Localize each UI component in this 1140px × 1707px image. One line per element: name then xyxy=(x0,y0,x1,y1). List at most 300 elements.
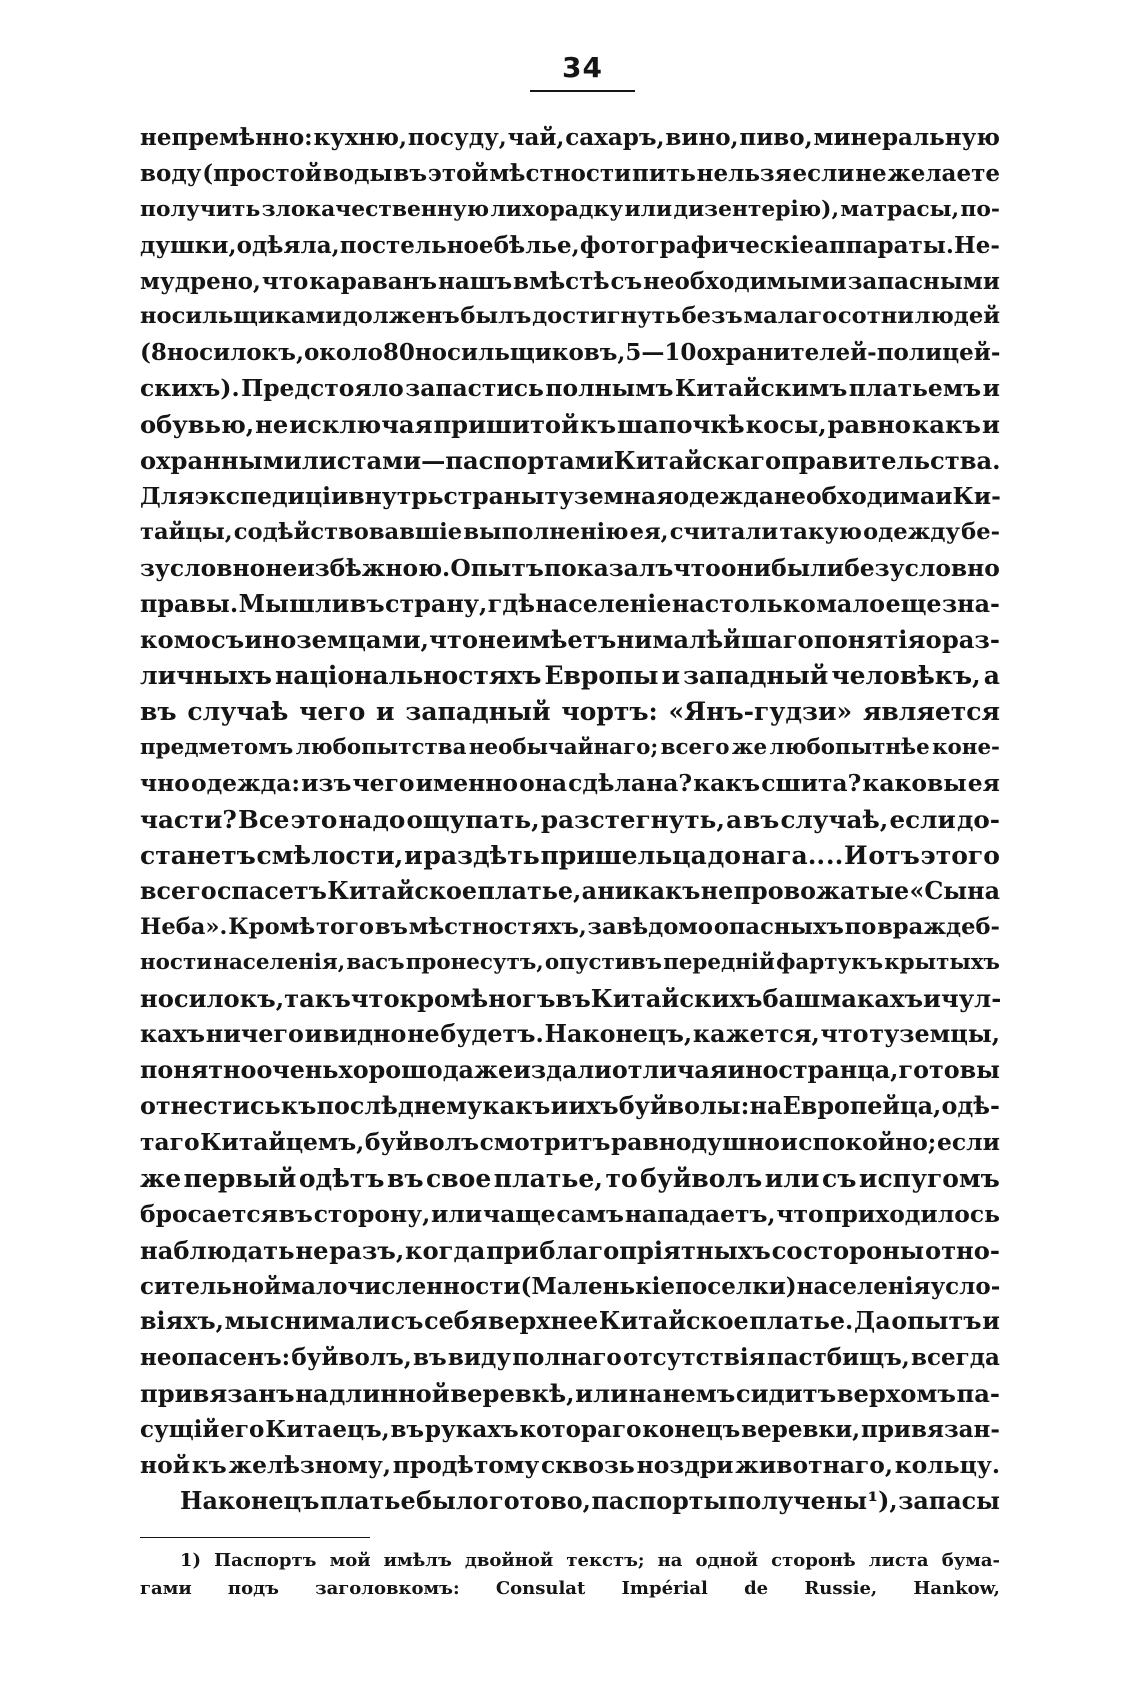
text-line xyxy=(140,910,1000,946)
word: такую xyxy=(779,518,862,545)
word: не xyxy=(478,625,512,655)
word: себя xyxy=(424,1307,488,1336)
word: ея xyxy=(967,769,1000,798)
word: предметомъ xyxy=(140,735,294,761)
word: готовы xyxy=(898,1056,1000,1085)
word: (8 xyxy=(140,339,167,367)
word: .. xyxy=(825,840,844,870)
word: Китайцемъ, xyxy=(200,1127,365,1156)
word: не xyxy=(255,410,289,440)
text-line xyxy=(140,156,1000,192)
word: нельзя xyxy=(696,159,792,187)
word: настолько xyxy=(671,589,816,618)
word: Китайское xyxy=(598,1307,749,1336)
word: съ xyxy=(390,1307,424,1336)
word: тайцы, xyxy=(140,518,233,545)
word: чортъ: xyxy=(561,697,658,727)
word: въ xyxy=(386,1163,424,1193)
text-line xyxy=(140,120,1000,156)
word: въ xyxy=(412,1344,447,1372)
word: не xyxy=(295,1235,329,1265)
word: западный xyxy=(683,661,829,691)
text-line xyxy=(140,1340,1000,1376)
word: станетъ xyxy=(140,840,256,870)
word: внутрь xyxy=(348,481,444,510)
word: И xyxy=(844,840,868,870)
word: въ xyxy=(140,697,177,727)
text-line xyxy=(140,228,1000,264)
word: раз- xyxy=(941,625,1000,655)
word: малочисленности xyxy=(281,1272,521,1300)
word: всего xyxy=(140,876,217,905)
word: отъ xyxy=(868,840,920,870)
word: изъ xyxy=(301,769,352,798)
word: Китайскаго xyxy=(613,446,782,476)
word: это xyxy=(290,804,338,834)
word: получены xyxy=(727,1486,868,1515)
word: первый xyxy=(183,1163,297,1193)
word: къ xyxy=(191,1450,227,1479)
word: неопасенъ: xyxy=(140,1344,291,1372)
word: враждеб- xyxy=(877,913,1000,940)
word: или xyxy=(431,1199,483,1228)
word: самъ xyxy=(556,1199,624,1228)
word: въ xyxy=(390,1416,425,1444)
word: и xyxy=(304,1020,323,1049)
word: веревкѣ, xyxy=(450,1379,575,1409)
word: злокачественную xyxy=(261,196,490,222)
word: необходима xyxy=(773,481,936,510)
word: она xyxy=(519,769,568,798)
word: паспорты xyxy=(591,1486,728,1515)
word: мудрено, xyxy=(140,267,261,295)
text-line xyxy=(140,1053,1000,1089)
word: караванъ xyxy=(309,267,438,295)
word: экспедиціи xyxy=(194,481,349,510)
word: Китайскимъ xyxy=(674,374,848,403)
word: смѣлости, xyxy=(256,840,404,870)
word: носильщиковъ, xyxy=(414,339,626,367)
word: Russie, xyxy=(804,1578,878,1599)
text-line xyxy=(140,1304,1000,1340)
word: буйволъ, xyxy=(291,1344,412,1372)
word: всегда xyxy=(911,1344,1000,1372)
word: національностяхъ xyxy=(274,661,542,691)
word: еще xyxy=(885,589,942,618)
text-line xyxy=(140,299,1000,335)
word: желѣзному, xyxy=(228,1450,391,1479)
word: получить xyxy=(140,196,261,222)
word: ногъ xyxy=(488,984,556,1014)
text-line xyxy=(140,1017,1000,1053)
word: сдѣлана? xyxy=(568,769,693,798)
word: буйволъ xyxy=(364,1127,480,1156)
word: коне- xyxy=(932,735,1000,761)
word: свое xyxy=(426,1163,492,1193)
word: платье xyxy=(319,1486,416,1515)
word: о xyxy=(925,625,942,655)
word: кахъ xyxy=(140,1020,206,1049)
text-line xyxy=(140,874,1000,910)
word: мало xyxy=(816,589,886,618)
word: 1) xyxy=(180,1550,202,1571)
word: de xyxy=(744,1578,769,1599)
word: населенія xyxy=(796,1272,931,1300)
word: наблюдать xyxy=(140,1235,295,1265)
word: съ xyxy=(610,267,643,295)
word: полнаго xyxy=(512,1344,622,1372)
word: никакъ xyxy=(597,876,701,905)
word: нападаетъ, xyxy=(624,1199,776,1228)
word: съ xyxy=(821,1163,857,1193)
word: листа xyxy=(868,1550,929,1571)
word: очень xyxy=(256,1056,339,1085)
word: смотритъ xyxy=(479,1127,611,1156)
word: личныхъ xyxy=(140,661,272,691)
word: что xyxy=(820,1020,869,1049)
word: при xyxy=(486,1235,539,1265)
word: кромѣ xyxy=(399,984,489,1014)
word: верхомъ xyxy=(836,1379,956,1409)
word: «Сына xyxy=(909,876,1000,905)
word: случаѣ xyxy=(187,697,289,727)
word: имѣлъ xyxy=(383,1550,452,1571)
word: Hankow, xyxy=(913,1578,1000,1599)
word: снимали xyxy=(269,1307,390,1336)
word: башмакахъ xyxy=(762,984,924,1014)
word: Мы xyxy=(238,589,289,618)
word: исключая xyxy=(289,410,433,440)
word: желаете xyxy=(887,159,1000,187)
word: или xyxy=(764,1163,820,1193)
word: одежда: xyxy=(190,769,301,798)
word: содѣйствовавшіе xyxy=(233,518,463,545)
word: было xyxy=(416,1486,489,1515)
word: заголовкомъ: xyxy=(315,1578,460,1599)
word: послѣднему xyxy=(316,1092,483,1121)
word: поселки) xyxy=(675,1272,797,1300)
word: кухню, xyxy=(313,124,407,151)
word: если xyxy=(936,1127,1000,1156)
word: веревки, xyxy=(741,1416,861,1444)
word: сидитъ xyxy=(735,1379,837,1409)
word: Ки- xyxy=(952,481,1001,510)
text-line xyxy=(140,515,1000,551)
word: сахаръ, xyxy=(565,124,665,151)
word: платьемъ xyxy=(848,374,982,403)
word: западный xyxy=(405,697,551,727)
word: сквозь xyxy=(541,1450,635,1479)
text-line xyxy=(140,838,1000,874)
word: на xyxy=(295,1379,329,1409)
word: мѣстностяхъ, xyxy=(408,913,587,940)
word: малѣйшаго xyxy=(652,625,814,655)
word: Все xyxy=(238,804,290,834)
word: если xyxy=(792,159,855,187)
word: раздѣть xyxy=(423,840,540,870)
text-line xyxy=(140,335,1000,371)
word: 5—10 xyxy=(625,339,697,367)
word: если xyxy=(889,804,956,834)
word: имѣетъ xyxy=(511,625,617,655)
word: же xyxy=(140,1163,182,1193)
word: отно- xyxy=(924,1235,1000,1265)
word: минеральную xyxy=(813,124,1000,151)
word: ни xyxy=(616,625,653,655)
word: выполненію xyxy=(463,518,629,545)
word: двойной xyxy=(464,1550,554,1571)
word: именно xyxy=(415,769,518,798)
word: чай, xyxy=(507,124,565,151)
word: правительства. xyxy=(781,446,1001,476)
word: что xyxy=(261,267,309,295)
word: васъ xyxy=(346,950,405,976)
word: иноземцами, xyxy=(244,625,429,655)
word: запастись xyxy=(405,374,544,403)
word: этого xyxy=(920,840,1000,870)
word: они xyxy=(720,553,771,582)
word: нага.. xyxy=(741,840,826,870)
word: шапочкѣ xyxy=(616,410,745,440)
word: рукахъ xyxy=(424,1416,519,1444)
text-line xyxy=(140,1484,1000,1520)
word: Предстояло xyxy=(241,374,404,403)
word: понятія xyxy=(813,625,926,655)
word: ности xyxy=(140,950,213,976)
word: Кромѣ xyxy=(228,913,316,940)
word: благопріятныхъ xyxy=(539,1235,771,1265)
word: и xyxy=(935,481,953,510)
word: страны xyxy=(443,481,545,510)
word: до- xyxy=(956,804,1000,834)
word: вино, xyxy=(665,124,739,151)
word: сторону, xyxy=(313,1199,431,1228)
word: со xyxy=(771,1235,803,1265)
word: буйволы: xyxy=(618,1092,750,1121)
word: 80 xyxy=(382,339,415,367)
word: животнаго, xyxy=(735,1450,893,1479)
word: разстегнуть, xyxy=(540,804,725,834)
footnotes xyxy=(140,1547,1000,1603)
word: случаѣ, xyxy=(780,804,889,834)
word: привязанъ xyxy=(140,1379,295,1409)
word: и xyxy=(550,1092,569,1121)
word: безъ xyxy=(681,303,743,330)
word: и xyxy=(404,840,423,870)
word: привязан- xyxy=(861,1416,1000,1444)
word: сотни xyxy=(837,303,914,330)
text-line xyxy=(140,622,1000,658)
word: Не- xyxy=(954,231,1000,259)
word: ихъ xyxy=(568,1092,619,1121)
word: Impérial xyxy=(621,1578,708,1599)
word: носилокъ, xyxy=(140,984,285,1014)
word: показалъ xyxy=(543,553,674,582)
word: сущій xyxy=(140,1416,220,1444)
word: необычайнаго; xyxy=(468,735,659,761)
word: «Янъ-гудзи» xyxy=(668,697,853,727)
word: въ xyxy=(555,984,591,1014)
text-line xyxy=(140,802,1000,838)
word: текстъ; xyxy=(566,1550,645,1571)
word: на xyxy=(749,1092,783,1121)
word: дизентерію), xyxy=(673,196,840,222)
word: или xyxy=(575,1379,629,1409)
word: надо xyxy=(338,804,406,834)
word: (Маленькіе xyxy=(520,1272,676,1300)
word: нашъ xyxy=(438,267,513,295)
word: длинной xyxy=(329,1379,450,1409)
word: пить xyxy=(632,159,696,187)
text-line xyxy=(140,587,1000,623)
word: одной xyxy=(695,1550,759,1571)
word: на xyxy=(657,1550,683,1571)
body-text xyxy=(140,120,1000,1520)
word: пришитой xyxy=(433,410,580,440)
word: ея, xyxy=(629,518,669,545)
word: является xyxy=(862,697,1000,727)
word: Наконецъ xyxy=(180,1486,320,1515)
word: былъ xyxy=(460,303,532,330)
text-line xyxy=(140,264,1000,300)
word: постельное xyxy=(339,231,494,259)
word: кольцу. xyxy=(894,1450,1000,1479)
word: по- xyxy=(960,196,1000,222)
word: же xyxy=(731,735,768,761)
word: провожатые xyxy=(733,876,910,905)
word: спасетъ xyxy=(216,876,327,905)
word: одѣяла, xyxy=(236,231,340,259)
word: одежда xyxy=(673,481,774,510)
word: разъ, xyxy=(329,1235,405,1265)
word: платье, xyxy=(477,876,582,905)
word: Китаецъ, xyxy=(265,1416,390,1444)
word: віяхъ, xyxy=(140,1307,224,1336)
word: не xyxy=(855,159,887,187)
word: опасныхъ xyxy=(713,913,844,940)
word: долженъ xyxy=(342,303,460,330)
footnote-line xyxy=(140,1575,1000,1603)
word: какъ xyxy=(482,1092,551,1121)
word: бросается xyxy=(140,1199,278,1228)
word: будетъ. xyxy=(440,1020,544,1049)
word: видно xyxy=(323,1020,407,1049)
word: бѣлье, xyxy=(493,231,580,259)
word: чно xyxy=(140,769,190,798)
word: ощупать, xyxy=(406,804,540,834)
page-number: 34 xyxy=(562,51,603,84)
word: воды xyxy=(322,159,393,187)
word: всего xyxy=(660,735,730,761)
word: ¹), xyxy=(867,1486,898,1515)
word: виду xyxy=(447,1344,511,1372)
word: Наконецъ, xyxy=(544,1020,693,1049)
word: къ xyxy=(280,1092,317,1121)
word: шли xyxy=(289,589,350,618)
text-line xyxy=(140,479,1000,515)
word: а xyxy=(581,876,598,905)
word: необходимыми xyxy=(643,267,847,295)
word: какъ xyxy=(911,410,981,440)
word: таго xyxy=(140,1127,200,1156)
word: Consulat xyxy=(495,1578,586,1599)
word: продѣтому xyxy=(392,1450,540,1479)
word: Китайское xyxy=(327,876,478,905)
word: опытъ xyxy=(891,1307,982,1336)
word: его xyxy=(220,1416,265,1444)
word: сшита? xyxy=(761,769,862,798)
text-line xyxy=(140,981,1000,1017)
word: населенія, xyxy=(213,950,346,976)
text-line xyxy=(140,1448,1000,1484)
word: душки, xyxy=(140,231,237,259)
word: Европейца, xyxy=(782,1092,942,1121)
word: пришельца xyxy=(540,840,707,870)
word: и xyxy=(982,374,1000,403)
word: листами—паспортами xyxy=(301,446,614,476)
word: отсутствія xyxy=(623,1344,766,1372)
footnote-line xyxy=(140,1547,1000,1575)
word: испугомъ xyxy=(858,1163,1000,1193)
word: въ xyxy=(743,804,780,834)
word: туземцы, xyxy=(869,1020,1000,1049)
text-line xyxy=(140,1197,1000,1233)
text-line xyxy=(140,730,1000,766)
text-line xyxy=(140,694,1000,730)
word: любопытнѣе xyxy=(769,735,930,761)
word: чаще xyxy=(483,1199,556,1228)
word: то xyxy=(605,1163,638,1193)
word: аппараты. xyxy=(814,231,954,259)
text-line xyxy=(140,1125,1000,1161)
word: и xyxy=(780,1127,798,1156)
word: пронесутъ, xyxy=(405,950,544,976)
word: фотографическіе xyxy=(579,231,814,259)
word: неизбѣжною. xyxy=(265,553,451,582)
word: мѣстности xyxy=(489,159,632,187)
word: чего xyxy=(352,769,415,798)
word: кажется, xyxy=(692,1020,820,1049)
word: мы xyxy=(224,1307,270,1336)
word: охранными xyxy=(140,446,302,476)
word: равно xyxy=(827,410,911,440)
word: ничего xyxy=(205,1020,304,1049)
word: части? xyxy=(140,804,237,834)
word: мой xyxy=(329,1550,371,1571)
word: Да xyxy=(854,1307,891,1336)
word: равнодушно xyxy=(610,1127,780,1156)
word: усло- xyxy=(930,1272,1001,1300)
word: обувью, xyxy=(140,410,255,440)
word: любопытства xyxy=(295,735,467,761)
word: людей xyxy=(914,303,1000,330)
word: скихъ). xyxy=(140,374,240,403)
word: Китайскихъ xyxy=(590,984,763,1014)
text-line xyxy=(140,1412,1000,1448)
word: одѣтъ xyxy=(298,1163,385,1193)
word: съ xyxy=(210,625,245,655)
word: передній xyxy=(663,950,775,976)
word: не xyxy=(700,876,734,905)
text-line xyxy=(140,443,1000,479)
word: въ xyxy=(349,589,385,618)
word: носилокъ, xyxy=(166,339,304,367)
word: посуду, xyxy=(407,124,507,151)
text-line xyxy=(140,1376,1000,1412)
text-line xyxy=(140,551,1000,587)
word: на xyxy=(628,1379,663,1409)
word: около xyxy=(303,339,383,367)
